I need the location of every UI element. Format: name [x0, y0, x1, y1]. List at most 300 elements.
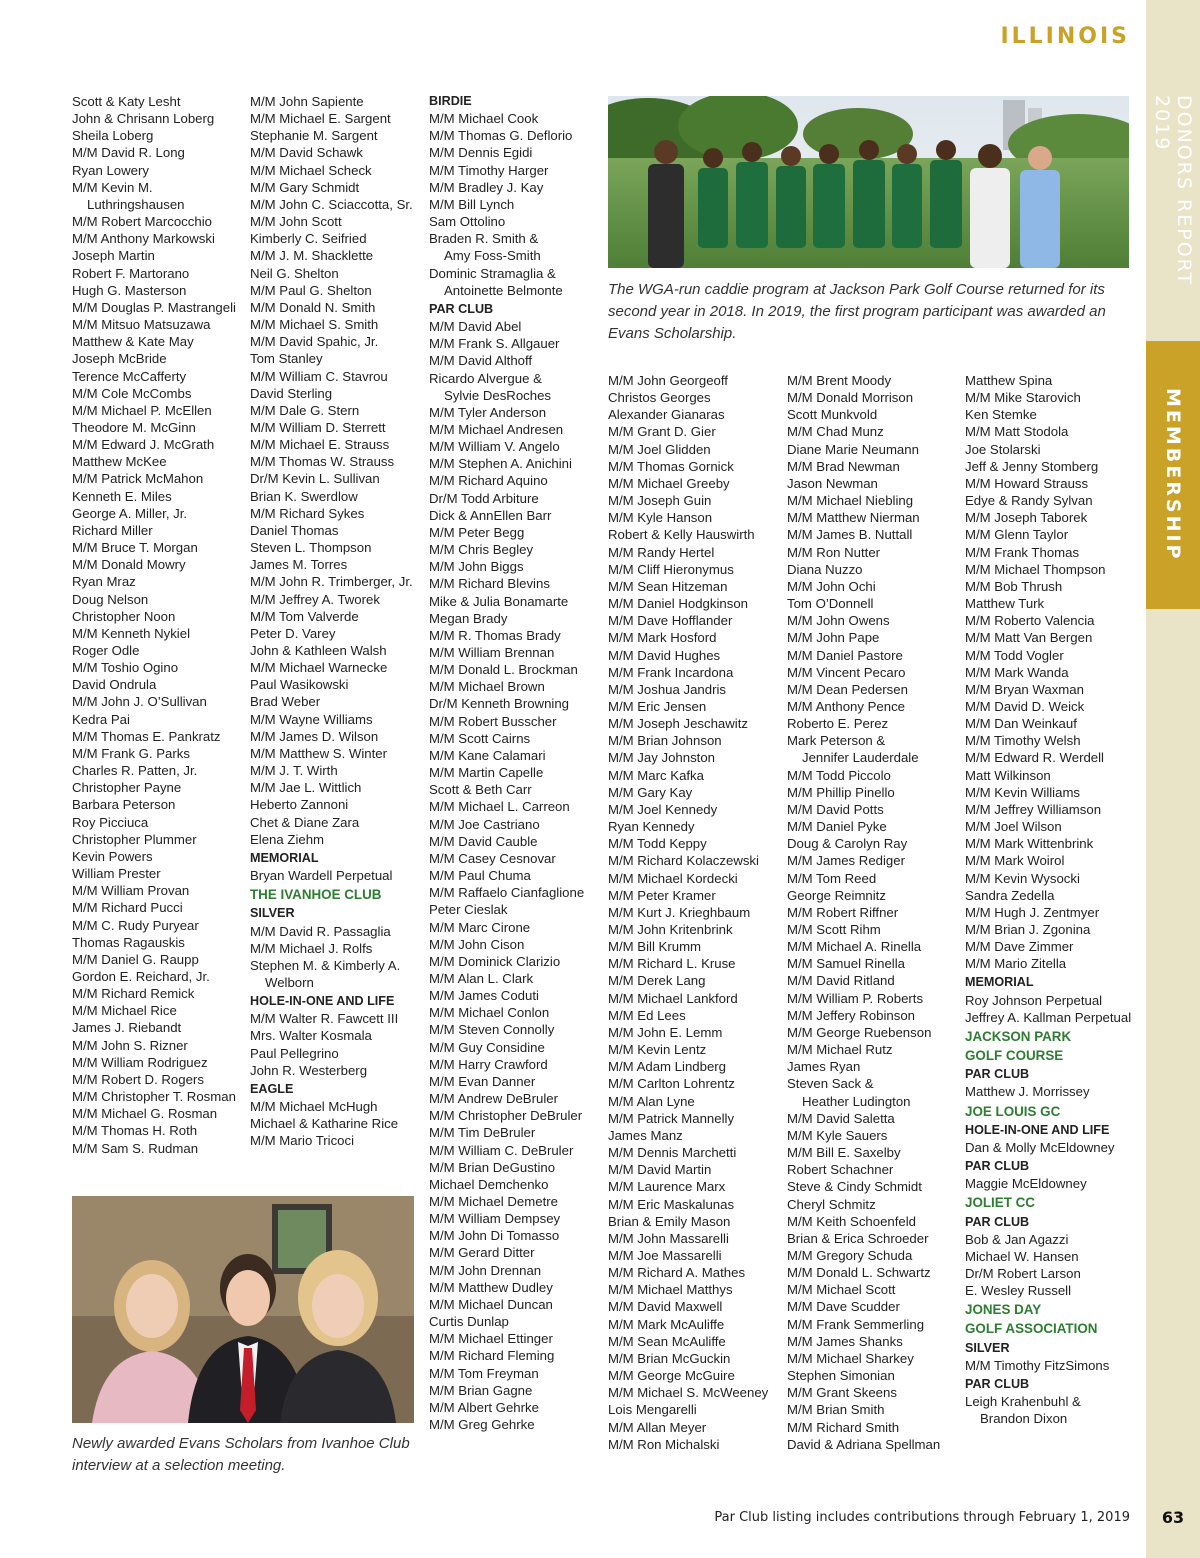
donor-entry: M/M Joseph Jeschawitz [608, 716, 748, 732]
donor-entry: M/M John Kritenbrink [608, 922, 733, 937]
donor-entry: John & Chrisann Loberg [72, 111, 215, 127]
club-heading: JONES DAY [965, 1302, 1042, 1318]
donor-entry: M/M John R. Trimberger, Jr. [250, 574, 413, 590]
donor-entry: Brian K. Swerdlow [250, 488, 358, 504]
donor-entry: M/M Donald Mowry [72, 557, 186, 573]
donor-entry: M/M William V. Angelo [429, 439, 560, 455]
donor-entry: M/M Dominick Clarizio [429, 953, 561, 969]
donor-entry: M/M Bill E. Saxelby [787, 1145, 901, 1161]
donor-entry: M/M Timothy FitzSimons [965, 1357, 1110, 1373]
club-heading: JACKSON PARK [965, 1028, 1072, 1044]
donor-entry: James M. Torres [250, 557, 348, 573]
donor-entry: M/M John J. O’Sullivan [72, 694, 207, 710]
donor-entry: Michael W. Hansen [965, 1248, 1079, 1264]
donor-entry: M/M Marc Kafka [608, 767, 704, 783]
donor-entry: M/M Mario Tricoci [250, 1133, 355, 1149]
donor-entry: M/M Alan Lyne [608, 1093, 695, 1109]
donor-entry: M/M David Spahic, Jr. [250, 334, 379, 350]
donor-entry: Robert & Kelly Hauswirth [608, 527, 755, 543]
caddie-program-caption: The WGA-run caddie program at Jackson Park Golf Course returned for its second year in 2018. In 2019, the first program participant was awarded an Evans Scholarship. [608, 281, 1106, 342]
donor-entry: M/M Mark Wittenbrink [965, 836, 1094, 852]
donor-entry: M/M Michael Sharkey [787, 1350, 914, 1366]
donor-entry: M/M Michael Niebling [787, 493, 914, 509]
donor-entry: Scott & Katy Lesht [72, 94, 181, 109]
donor-entry: M/M Eric Jensen [608, 698, 707, 714]
donor-entry: M/M J. T. Wirth [250, 763, 338, 779]
donor-entry: M/M David Schawk [250, 145, 363, 161]
donor-entry: M/M Richard Pucci [72, 900, 183, 916]
donor-entry: E. Wesley Russell [965, 1283, 1072, 1299]
donor-entry: M/M Gregory Schuda [787, 1247, 913, 1263]
donor-entry: Stephen Simonian [787, 1368, 895, 1384]
donor-entry: M/M Cole McCombs [72, 385, 192, 401]
donor-entry: M/M Paul G. Shelton [250, 282, 372, 298]
donor-entry: M/M Mark Woirol [965, 853, 1065, 869]
donor-entry: M/M Kurt J. Krieghbaum [608, 904, 751, 920]
donor-entry: M/M Alan L. Clark [429, 970, 534, 986]
level-heading: PAR CLUB [965, 1376, 1030, 1391]
evans-scholars-photo [72, 1196, 414, 1423]
donor-entry: Christos Georges [608, 390, 711, 406]
donor-entry: M/M Joel Kennedy [608, 801, 718, 817]
donor-entry: Dick & AnnEllen Barr [429, 507, 552, 523]
donor-entry: M/M David Hughes [608, 647, 721, 663]
donor-entry: Richard Miller [72, 522, 153, 538]
donor-entry: M/M Frank Thomas [965, 544, 1080, 560]
donor-entry: M/M Thomas G. Deflorio [429, 128, 573, 144]
donor-entry: M/M William P. Roberts [787, 990, 924, 1006]
donor-entry: M/M Frank Semmerling [787, 1316, 925, 1332]
donor-entry: Sandra Zedella [965, 887, 1055, 903]
donor-entry: M/M Joel Glidden [608, 441, 711, 457]
donor-entry: M/M Joe Massarelli [608, 1247, 722, 1263]
donor-entry: M/M Keith Schoenfeld [787, 1213, 917, 1229]
donor-entry: M/M Joel Wilson [965, 819, 1062, 835]
donor-entry: M/M Allan Meyer [608, 1419, 707, 1435]
donor-entry: Michael & Katharine Rice [250, 1116, 399, 1132]
donor-entry: Joe Stolarski [965, 441, 1041, 457]
donor-entry: M/M Richard Sykes [250, 505, 365, 521]
donor-entry: M/M Donald N. Smith [250, 299, 376, 315]
donor-entry: Ryan Mraz [72, 574, 136, 590]
donor-entry: Luthringshausen [87, 196, 185, 212]
donor-entry: M/M Richard Fleming [429, 1348, 555, 1364]
donor-entry: M/M Jeffery Robinson [787, 1007, 916, 1023]
donor-entry: M/M John Georgeoff [608, 373, 728, 388]
donor-entry: M/M Brian Gagne [429, 1382, 533, 1398]
page-number: 63 [1161, 1508, 1185, 1527]
level-heading: BIRDIE [429, 94, 472, 108]
donor-entry: James Manz [608, 1127, 683, 1143]
donor-entry: M/M Dave Scudder [787, 1299, 900, 1315]
donor-entry: M/M Randy Hertel [608, 544, 715, 560]
donor-entry: M/M Michael S. McWeeney [608, 1385, 769, 1401]
donor-entry: M/M Chris Begley [429, 542, 534, 558]
donor-entry: M/M Sean McAuliffe [608, 1333, 726, 1349]
donor-entry: M/M Donald L. Brockman [429, 662, 578, 678]
donor-entry: M/M Kevin Lentz [608, 1042, 707, 1058]
donor-entry: Jennifer Lauderdale [802, 750, 919, 766]
donor-entry: M/M Vincent Pecaro [787, 664, 906, 680]
donor-entry: M/M Michael Kordecki [608, 870, 738, 886]
donor-entry: George A. Miller, Jr. [72, 505, 188, 521]
donor-entry: M/M Kane Calamari [429, 747, 546, 763]
donor-entry: Sylvie DesRoches [444, 387, 552, 403]
donor-entry: M/M Matt Van Bergen [965, 630, 1093, 646]
donor-entry: M/M Todd Vogler [965, 647, 1064, 663]
donor-entry: M/M Bob Thrush [965, 578, 1063, 594]
donor-entry: M/M Raffaelo Cianfaglione [429, 885, 585, 901]
donor-entry: M/M Daniel G. Raupp [72, 951, 199, 967]
donor-entry: M/M Dennis Marchetti [608, 1145, 737, 1161]
donor-entry: M/M Patrick McMahon [72, 471, 204, 487]
donor-entry: M/M C. Rudy Puryear [72, 917, 199, 933]
donor-entry: Doug & Carolyn Ray [787, 836, 908, 852]
donor-entry: M/M Joe Castriano [429, 816, 540, 832]
donor-entry: M/M David Althoff [429, 353, 533, 369]
donor-entry: M/M Brad Newman [787, 458, 900, 474]
donor-entry: M/M William C. Stavrou [250, 368, 388, 384]
donor-entry: Kenneth E. Miles [72, 488, 172, 504]
donor-entry: M/M Richard L. Kruse [608, 956, 736, 972]
donor-entry: Roberto E. Perez [787, 716, 889, 732]
donor-entry: M/M Scott Cairns [429, 730, 531, 746]
donor-entry: M/M David Cauble [429, 833, 538, 849]
donor-entry: Brandon Dixon [980, 1411, 1068, 1427]
donor-entry: M/M Albert Gehrke [429, 1399, 539, 1415]
donor-entry: M/M Bill Krumm [608, 939, 702, 955]
donor-entry: M/M Bruce T. Morgan [72, 540, 198, 556]
donor-entry: Matthew Turk [965, 596, 1045, 612]
donor-entry: M/M James D. Wilson [250, 728, 379, 744]
donor-entry: Ricardo Alvergue & [429, 370, 542, 386]
donor-entry: M/M Michael Rice [72, 1003, 177, 1019]
donor-entry: M/M Michael P. McEllen [72, 402, 212, 418]
donor-entry: M/M Michael Matthys [608, 1282, 733, 1298]
donor-entry: M/M Dan Weinkauf [965, 716, 1077, 732]
donor-entry: M/M Michael McHugh [250, 1099, 378, 1115]
donor-entry: Christopher Plummer [72, 831, 197, 847]
donor-entry: Brian & Emily Mason [608, 1213, 731, 1229]
level-heading: EAGLE [250, 1081, 294, 1096]
donor-entry: M/M William Brennan [429, 645, 555, 660]
donor-entry: M/M Michael Conlon [429, 1005, 550, 1021]
donor-entry: M/M Stephen A. Anichini [429, 456, 572, 472]
donor-entry: M/M Patrick Mannelly [608, 1110, 735, 1126]
donor-entry: M/M Michael Ettinger [429, 1331, 553, 1347]
donor-entry: M/M Tyler Anderson [429, 404, 547, 420]
donor-entry: M/M Derek Lang [608, 973, 706, 989]
donor-entry: M/M Michael L. Carreon [429, 799, 570, 815]
donor-entry: Kevin Powers [72, 848, 153, 864]
donor-entry: M/M Adam Lindberg [608, 1059, 727, 1075]
donor-entry: M/M Brian Johnson [608, 733, 722, 749]
donor-entry: Kimberly C. Seifried [250, 231, 367, 247]
donor-entry: M/M Michael Thompson [965, 561, 1106, 577]
donor-entry: Matthew McKee [72, 454, 167, 470]
donor-entry: M/M Thomas Gornick [608, 458, 734, 474]
level-heading: HOLE-IN-ONE AND LIFE [250, 994, 395, 1009]
donor-entry: M/M Brian Smith [787, 1402, 885, 1418]
donor-entry: M/M David Potts [787, 801, 884, 817]
donor-entry: M/M John Ochi [787, 578, 876, 594]
donor-entry: Terence McCafferty [72, 368, 187, 384]
donor-entry: Dr/M Todd Arbiture [429, 490, 539, 506]
donor-entry: M/M John Biggs [429, 559, 524, 575]
donor-entry: M/M Andrew DeBruler [429, 1091, 558, 1107]
donor-entry: M/M Bryan Waxman [965, 681, 1084, 697]
donor-entry: David & Adriana Spellman [787, 1436, 941, 1452]
state-header: ILLINOIS [1000, 24, 1130, 49]
donor-entry: M/M Casey Cesnovar [429, 850, 556, 866]
donor-entry: M/M Kevin Williams [965, 784, 1081, 800]
donor-entry: Curtis Dunlap [429, 1314, 509, 1330]
donor-entry: M/M Matt Stodola [965, 424, 1069, 440]
donor-entry: M/M Michael Brown [429, 679, 545, 695]
donor-entry: M/M Toshio Ogino [72, 660, 179, 676]
donor-entry: M/M David D. Weick [965, 698, 1085, 714]
donor-entry: M/M Tom Valverde [250, 608, 359, 624]
donor-entry: M/M Dennis Egidi [429, 145, 533, 161]
donor-entry: M/M Robert Busscher [429, 713, 557, 729]
donor-entry: M/M Dave Hofflander [608, 613, 733, 629]
donor-entry: M/M Matthew Dudley [429, 1279, 553, 1295]
donor-entry: M/M Howard Strauss [965, 475, 1089, 491]
donor-entry: M/M Thomas H. Roth [72, 1123, 198, 1139]
donor-entry: M/M Kevin Wysocki [965, 870, 1080, 886]
donor-entry: Diane Marie Neumann [787, 441, 919, 457]
donor-entry: Christopher Noon [72, 608, 176, 624]
donor-entry: M/M Sam S. Rudman [72, 1140, 199, 1156]
donor-entry: Mrs. Walter Kosmala [250, 1028, 372, 1044]
donor-entry: M/M Todd Piccolo [787, 767, 891, 783]
donor-entry: M/M Todd Keppy [608, 836, 707, 852]
donor-entry: M/M Michael S. Smith [250, 317, 379, 333]
donor-entry: M/M Michael Scott [787, 1282, 896, 1298]
donor-entry: M/M Bradley J. Kay [429, 179, 544, 195]
level-heading: MEMORIAL [965, 975, 1034, 990]
donor-entry: M/M John E. Lemm [608, 1024, 723, 1040]
donor-entry: Christopher Payne [72, 780, 182, 796]
donor-entry: Heberto Zannoni [250, 797, 349, 813]
club-heading: JOLIET CC [965, 1195, 1035, 1211]
donor-entry: M/M Peter Kramer [608, 887, 716, 903]
donor-entry: M/M Dale G. Stern [250, 402, 360, 418]
donor-entry: M/M John Scott [250, 214, 342, 230]
donor-entry: M/M Richard Kolaczewski [608, 853, 759, 869]
donor-entry: Dr/M Kevin L. Sullivan [250, 471, 380, 487]
donor-entry: Daniel Thomas [250, 522, 339, 538]
donor-entry: M/M Richard A. Mathes [608, 1265, 746, 1281]
donor-entry: Ken Stemke [965, 407, 1037, 423]
donor-entry: M/M Kevin M. [72, 179, 153, 195]
donor-entry: William Prester [72, 866, 161, 882]
donor-entry: M/M Richard Smith [787, 1419, 900, 1435]
donor-entry: Mark Peterson & [787, 733, 886, 749]
level-heading: PAR CLUB [965, 1067, 1030, 1082]
donor-entry: M/M Ed Lees [608, 1007, 686, 1023]
donor-entry: M/M Greg Gehrke [429, 1417, 535, 1433]
donor-entry: M/M George McGuire [608, 1368, 735, 1384]
donor-entry: M/M Hugh J. Zentmyer [965, 904, 1100, 920]
donor-entry: Joseph Martin [72, 248, 155, 264]
level-heading: PAR CLUB [429, 301, 494, 316]
donor-entry: M/M Peter Begg [429, 524, 525, 540]
donor-entry: M/M James Shanks [787, 1333, 903, 1349]
donor-entry: M/M Brent Moody [787, 373, 892, 388]
donor-entry: M/M Richard Aquino [429, 473, 548, 489]
donor-entry: M/M Marc Cirone [429, 919, 531, 935]
donor-entry: M/M Michael Lankford [608, 990, 738, 1006]
donor-entry: M/M Edward J. McGrath [72, 437, 215, 453]
donor-entry: M/M Michael Greeby [608, 475, 730, 491]
donor-entry: M/M John Sapiente [250, 94, 364, 109]
donor-entry: Roy Johnson Perpetual [965, 992, 1103, 1008]
donor-entry: Dominic Stramaglia & [429, 265, 556, 281]
donor-entry: M/M Michael Duncan [429, 1296, 553, 1312]
club-heading: GOLF COURSE [965, 1048, 1064, 1064]
donor-entry: M/M Grant D. Gier [608, 424, 716, 440]
donor-entry: Edye & Randy Sylvan [965, 493, 1093, 509]
donor-entry: M/M Bill Lynch [429, 196, 515, 212]
donor-entry: Ryan Lowery [72, 162, 149, 178]
donor-entry: M/M Michael Scheck [250, 162, 372, 178]
donor-entry: David Ondrula [72, 677, 157, 693]
donor-entry: M/M Mike Starovich [965, 390, 1081, 406]
donor-entry: M/M Mark Hosford [608, 630, 717, 646]
donor-entry: M/M Michael Rutz [787, 1042, 893, 1058]
donor-entry: Kedra Pai [72, 711, 130, 727]
donor-entry: Bryan Wardell Perpetual [250, 868, 393, 884]
donor-entry: Steven Sack & [787, 1076, 874, 1092]
donor-entry: Jeffrey A. Kallman Perpetual [965, 1009, 1132, 1025]
donor-entry: M/M David R. Passaglia [250, 923, 391, 939]
donor-entry: Dan & Molly McEldowney [965, 1139, 1115, 1155]
donor-entry: Amy Foss-Smith [444, 248, 541, 264]
donor-entry: Alexander Gianaras [608, 407, 725, 423]
donor-entry: M/M Christopher T. Rosman [72, 1089, 236, 1105]
donor-entry: M/M Daniel Hodgkinson [608, 596, 748, 612]
donor-entry: Antoinette Belmonte [444, 282, 563, 298]
donor-entry: Stephen M. & Kimberly A. [250, 957, 401, 973]
donor-entry: Matthew & Kate May [72, 334, 194, 350]
donor-entry: M/M Jay Johnston [608, 750, 716, 766]
donor-entry: Ryan Kennedy [608, 819, 695, 835]
donor-entry: M/M Eric Maskalunas [608, 1196, 735, 1212]
donor-entry: M/M Edward R. Werdell [965, 750, 1104, 766]
donor-entry: M/M Tom Reed [787, 870, 877, 886]
donor-entry: Heather Ludington [802, 1093, 911, 1109]
donor-entry: M/M John Drennan [429, 1262, 542, 1278]
donor-entry: M/M Timothy Harger [429, 162, 549, 178]
donor-entry: John & Kathleen Walsh [250, 643, 387, 658]
donor-entry: M/M Paul Chuma [429, 868, 531, 884]
donor-entry: M/M Robert Marcocchio [72, 214, 212, 230]
donor-entry: M/M Tim DeBruler [429, 1125, 536, 1141]
donor-entry: M/M David Maxwell [608, 1299, 723, 1315]
donor-entry: Sheila Loberg [72, 128, 154, 144]
donor-entry: M/M Donald L. Schwartz [787, 1265, 931, 1281]
donor-entry: Matthew J. Morrissey [965, 1084, 1090, 1100]
donor-entry: Leigh Krahenbuhl & [965, 1394, 1081, 1410]
donor-entry: M/M William Dempsey [429, 1211, 561, 1227]
donor-entry: M/M Jeffrey Williamson [965, 801, 1102, 817]
donor-entry: Dr/M Kenneth Browning [429, 696, 570, 712]
donor-entry: M/M Chad Munz [787, 424, 884, 440]
donor-entry: Steve & Cindy Schmidt [787, 1179, 922, 1195]
donor-entry: Hugh G. Masterson [72, 282, 187, 298]
donor-entry: M/M Glenn Taylor [965, 527, 1069, 543]
level-heading: SILVER [250, 906, 295, 921]
donor-entry: M/M Donald Morrison [787, 390, 914, 406]
donor-entry: Barbara Peterson [72, 797, 176, 813]
donor-entry: Charles R. Patten, Jr. [72, 763, 198, 779]
donor-entry: M/M David Martin [608, 1162, 712, 1178]
club-heading: GOLF ASSOCIATION [965, 1321, 1098, 1337]
donor-entry: M/M George Ruebenson [787, 1024, 932, 1040]
donor-entry: M/M Thomas E. Pankratz [72, 728, 221, 744]
donor-entry: Robert F. Martorano [72, 265, 190, 281]
donor-entry: Matthew Spina [965, 373, 1053, 388]
donor-entry: M/M Gerard Ditter [429, 1245, 535, 1261]
donor-entry: Michael Demchenko [429, 1176, 549, 1192]
donor-entry: M/M Jeffrey A. Tworek [250, 591, 380, 607]
donor-entry: M/M Mark Wanda [965, 664, 1069, 680]
donor-entry: M/M Michael A. Rinella [787, 939, 922, 955]
donor-entry: M/M Joseph Taborek [965, 510, 1088, 526]
donor-entry: Roger Odle [72, 643, 140, 658]
donor-entry: Jason Newman [787, 475, 878, 491]
donor-entry: M/M Grant Skeens [787, 1385, 897, 1401]
donor-entry: M/M Carlton Lohrentz [608, 1076, 735, 1092]
donor-entry: M/M William C. DeBruler [429, 1142, 574, 1158]
donor-entry: M/M Mitsuo Matsuzawa [72, 317, 211, 333]
donor-entry: Theodore M. McGinn [72, 419, 196, 435]
donor-entry: M/M John Di Tomasso [429, 1228, 560, 1244]
donor-entry: M/M Harry Crawford [429, 1056, 548, 1072]
donor-entry: M/M Robert D. Rogers [72, 1071, 204, 1087]
donor-entry: Tom O’Donnell [787, 596, 874, 612]
donor-entry: Sam Ottolino [429, 214, 506, 230]
donor-entry: George Reimnitz [787, 887, 886, 903]
donor-entry: M/M Daniel Pyke [787, 819, 887, 835]
donor-entry: Thomas Ragauskis [72, 934, 185, 950]
donor-entry: M/M Michael Andresen [429, 421, 564, 437]
donor-entry: M/M Matthew Nierman [787, 510, 920, 526]
donor-entry: M/M Douglas P. Mastrangeli [72, 299, 236, 315]
donor-entry: M/M William Rodriguez [72, 1054, 208, 1070]
level-heading: PAR CLUB [965, 1159, 1030, 1174]
membership-tab: MEMBERSHIP [1146, 341, 1200, 609]
donor-entry: M/M Christopher DeBruler [429, 1108, 583, 1124]
donor-entry: M/M Frank G. Parks [72, 745, 190, 761]
donor-entry: Jeff & Jenny Stomberg [965, 458, 1099, 474]
donor-entry: M/M Michael Cook [429, 111, 539, 127]
donor-entry: M/M Michael Warnecke [250, 660, 388, 676]
donor-entry: M/M Robert Riffner [787, 904, 899, 920]
donor-entry: M/M Frank Incardona [608, 664, 734, 680]
donor-entry: M/M Guy Considine [429, 1039, 545, 1055]
donor-entry: Peter Cieslak [429, 902, 508, 918]
donor-entry: M/M Roberto Valencia [965, 613, 1095, 629]
donor-entry: M/M Ron Michalski [608, 1436, 720, 1452]
donor-entry: M/M Samuel Rinella [787, 956, 905, 972]
donor-column-4 [608, 372, 768, 1453]
donor-entry: Bob & Jan Agazzi [965, 1231, 1069, 1247]
donors-report-label: DONORS REPORT 2019 [1151, 95, 1195, 287]
donor-entry: Cheryl Schmitz [787, 1196, 876, 1212]
donor-entry: Chet & Diane Zara [250, 814, 360, 830]
